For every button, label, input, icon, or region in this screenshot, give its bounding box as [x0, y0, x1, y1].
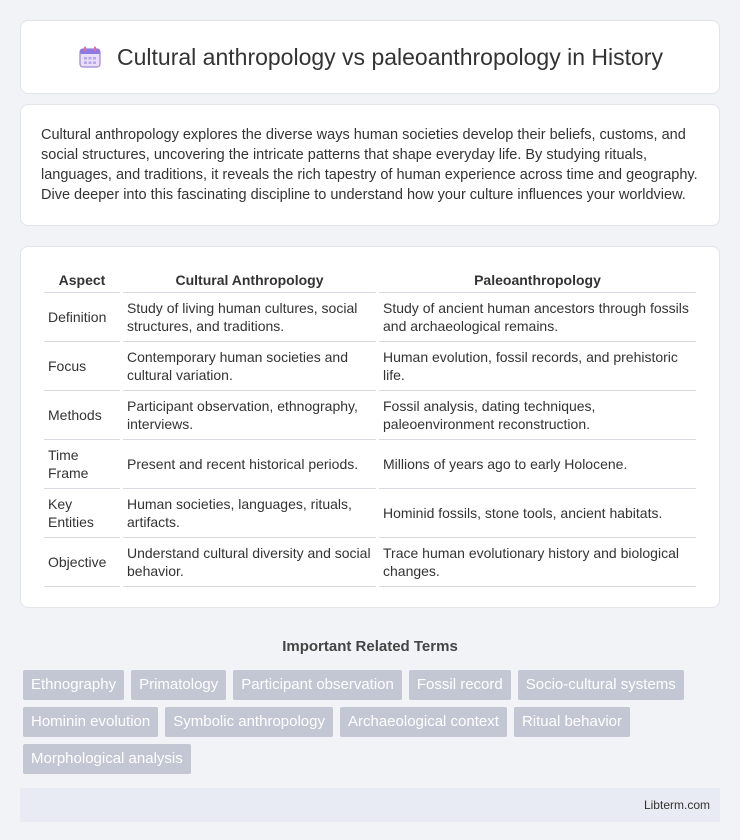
header-paleoanthropology: Paleoanthropology [379, 267, 696, 293]
table-row [44, 342, 696, 391]
term-tag-symbolic-anthropology[interactable]: Symbolic anthropology [165, 707, 333, 737]
row-cultural: Participant observation, ethnography, interviews. [123, 391, 376, 440]
header-aspect: Aspect [44, 267, 120, 293]
row-aspect: Time Frame [44, 440, 120, 489]
calendar-icon [77, 44, 103, 70]
row-cultural: Contemporary human societies and cultural variation. [123, 342, 376, 391]
term-tag-hominin-evolution[interactable]: Hominin evolution [23, 707, 158, 737]
related-terms-list [20, 670, 720, 774]
term-tag-primatology[interactable]: Primatology [131, 670, 226, 700]
term-tag-participant-observation[interactable]: Participant observation [233, 670, 402, 700]
table-row [44, 489, 696, 538]
row-cultural: Understand cultural diversity and social behavior. [123, 538, 376, 587]
row-aspect: Objective [44, 538, 120, 587]
table-header-row [44, 267, 696, 293]
page-title: Cultural anthropology vs paleoanthropology in History [117, 43, 663, 70]
row-paleo: Human evolution, fossil records, and prehistoric life. [379, 342, 696, 391]
row-paleo: Trace human evolutionary history and biological changes. [379, 538, 696, 587]
header-cultural-anthropology: Cultural Anthropology [123, 267, 376, 293]
row-paleo: Fossil analysis, dating techniques, paleoenvironment reconstruction. [379, 391, 696, 440]
table-row [44, 391, 696, 440]
term-tag-ritual-behavior[interactable]: Ritual behavior [514, 707, 630, 737]
row-cultural: Human societies, languages, rituals, artifacts. [123, 489, 376, 538]
intro-text: Cultural anthropology explores the diverse ways human societies develop their beliefs, customs, and social structures, uncovering the intricate patterns that shape everyday life. By studying rituals, languages, and traditions, it reveals the rich tapestry of human experience across time and geography. Dive deeper into this fascinating discipline to understand how your culture influences your worldview. [41, 127, 698, 203]
comparison-table [41, 267, 699, 587]
row-aspect: Methods [44, 391, 120, 440]
row-paleo: Millions of years ago to early Holocene. [379, 440, 696, 489]
term-tag-ethnography[interactable]: Ethnography [23, 670, 124, 700]
table-row [44, 538, 696, 587]
row-paleo: Hominid fossils, stone tools, ancient habitats. [379, 489, 696, 538]
row-cultural: Present and recent historical periods. [123, 440, 376, 489]
title-card [20, 20, 720, 94]
term-tag-fossil-record[interactable]: Fossil record [409, 670, 511, 700]
related-terms-title: Important Related Terms [282, 638, 458, 655]
intro-card [20, 104, 720, 226]
row-aspect: Key Entities [44, 489, 120, 538]
row-paleo: Study of ancient human ancestors through fossils and archaeological remains. [379, 293, 696, 342]
table-row [44, 293, 696, 342]
table-row [44, 440, 696, 489]
footer [20, 788, 720, 822]
footer-site-link[interactable]: Libterm.com [643, 798, 710, 812]
term-tag-socio-cultural-systems[interactable]: Socio-cultural systems [518, 670, 684, 700]
row-aspect: Focus [44, 342, 120, 391]
term-tag-archaeological-context[interactable]: Archaeological context [340, 707, 507, 737]
row-aspect: Definition [44, 293, 120, 342]
row-cultural: Study of living human cultures, social structures, and traditions. [123, 293, 376, 342]
term-tag-morphological-analysis[interactable]: Morphological analysis [23, 744, 191, 774]
comparison-table-card [20, 246, 720, 608]
